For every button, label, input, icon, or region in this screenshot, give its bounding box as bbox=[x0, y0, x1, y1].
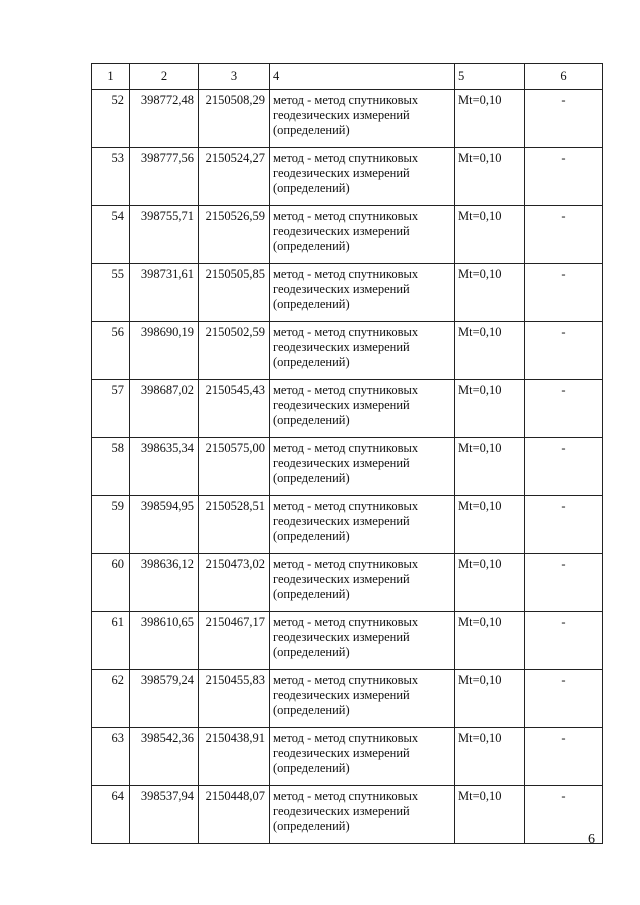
method-cell: метод - метод спутниковых геодезических измерений (определений) bbox=[270, 438, 455, 496]
x-coordinate-cell: 398690,19 bbox=[130, 322, 199, 380]
x-coordinate-cell: 398772,48 bbox=[130, 90, 199, 148]
x-coordinate-cell: 398537,94 bbox=[130, 786, 199, 844]
table-row bbox=[92, 496, 603, 554]
accuracy-cell: Mt=0,10 bbox=[455, 438, 525, 496]
y-coordinate-cell: 2150545,43 bbox=[199, 380, 270, 438]
y-coordinate-cell: 2150473,02 bbox=[199, 554, 270, 612]
coordinates-table bbox=[91, 63, 603, 844]
accuracy-cell: Mt=0,10 bbox=[455, 322, 525, 380]
accuracy-cell: Mt=0,10 bbox=[455, 786, 525, 844]
method-cell: метод - метод спутниковых геодезических измерений (определений) bbox=[270, 148, 455, 206]
method-cell: метод - метод спутниковых геодезических измерений (определений) bbox=[270, 786, 455, 844]
accuracy-cell: Mt=0,10 bbox=[455, 728, 525, 786]
accuracy-cell: Mt=0,10 bbox=[455, 380, 525, 438]
note-cell: - bbox=[525, 670, 603, 728]
header-cell-6: 6 bbox=[525, 64, 603, 90]
x-coordinate-cell: 398636,12 bbox=[130, 554, 199, 612]
y-coordinate-cell: 2150467,17 bbox=[199, 612, 270, 670]
accuracy-cell: Mt=0,10 bbox=[455, 670, 525, 728]
y-coordinate-cell: 2150502,59 bbox=[199, 322, 270, 380]
accuracy-cell: Mt=0,10 bbox=[455, 90, 525, 148]
table-row bbox=[92, 90, 603, 148]
note-cell: - bbox=[525, 322, 603, 380]
x-coordinate-cell: 398731,61 bbox=[130, 264, 199, 322]
point-number-cell: 62 bbox=[92, 670, 130, 728]
y-coordinate-cell: 2150455,83 bbox=[199, 670, 270, 728]
note-cell: - bbox=[525, 380, 603, 438]
point-number-cell: 61 bbox=[92, 612, 130, 670]
table-row bbox=[92, 380, 603, 438]
y-coordinate-cell: 2150448,07 bbox=[199, 786, 270, 844]
accuracy-cell: Mt=0,10 bbox=[455, 554, 525, 612]
accuracy-cell: Mt=0,10 bbox=[455, 612, 525, 670]
y-coordinate-cell: 2150508,29 bbox=[199, 90, 270, 148]
page-number: 6 bbox=[588, 832, 595, 847]
header-cell-3: 3 bbox=[199, 64, 270, 90]
y-coordinate-cell: 2150528,51 bbox=[199, 496, 270, 554]
y-coordinate-cell: 2150526,59 bbox=[199, 206, 270, 264]
y-coordinate-cell: 2150524,27 bbox=[199, 148, 270, 206]
note-cell: - bbox=[525, 438, 603, 496]
note-cell: - bbox=[525, 786, 603, 844]
header-cell-5: 5 bbox=[455, 64, 525, 90]
method-cell: метод - метод спутниковых геодезических измерений (определений) bbox=[270, 670, 455, 728]
method-cell: метод - метод спутниковых геодезических измерений (определений) bbox=[270, 554, 455, 612]
point-number-cell: 60 bbox=[92, 554, 130, 612]
y-coordinate-cell: 2150575,00 bbox=[199, 438, 270, 496]
x-coordinate-cell: 398755,71 bbox=[130, 206, 199, 264]
note-cell: - bbox=[525, 496, 603, 554]
table-row bbox=[92, 786, 603, 844]
table-row bbox=[92, 148, 603, 206]
table-row bbox=[92, 612, 603, 670]
note-cell: - bbox=[525, 554, 603, 612]
table-row bbox=[92, 554, 603, 612]
note-cell: - bbox=[525, 728, 603, 786]
note-cell: - bbox=[525, 148, 603, 206]
table-row bbox=[92, 670, 603, 728]
method-cell: метод - метод спутниковых геодезических измерений (определений) bbox=[270, 264, 455, 322]
y-coordinate-cell: 2150438,91 bbox=[199, 728, 270, 786]
method-cell: метод - метод спутниковых геодезических измерений (определений) bbox=[270, 380, 455, 438]
accuracy-cell: Mt=0,10 bbox=[455, 148, 525, 206]
point-number-cell: 55 bbox=[92, 264, 130, 322]
table-body bbox=[92, 64, 603, 844]
table-row bbox=[92, 728, 603, 786]
note-cell: - bbox=[525, 206, 603, 264]
x-coordinate-cell: 398579,24 bbox=[130, 670, 199, 728]
x-coordinate-cell: 398777,56 bbox=[130, 148, 199, 206]
point-number-cell: 57 bbox=[92, 380, 130, 438]
table-row bbox=[92, 206, 603, 264]
x-coordinate-cell: 398687,02 bbox=[130, 380, 199, 438]
table-row bbox=[92, 438, 603, 496]
accuracy-cell: Mt=0,10 bbox=[455, 264, 525, 322]
note-cell: - bbox=[525, 90, 603, 148]
method-cell: метод - метод спутниковых геодезических измерений (определений) bbox=[270, 206, 455, 264]
table-row bbox=[92, 322, 603, 380]
table-row bbox=[92, 264, 603, 322]
method-cell: метод - метод спутниковых геодезических измерений (определений) bbox=[270, 496, 455, 554]
y-coordinate-cell: 2150505,85 bbox=[199, 264, 270, 322]
method-cell: метод - метод спутниковых геодезических измерений (определений) bbox=[270, 612, 455, 670]
header-cell-2: 2 bbox=[130, 64, 199, 90]
method-cell: метод - метод спутниковых геодезических измерений (определений) bbox=[270, 90, 455, 148]
point-number-cell: 53 bbox=[92, 148, 130, 206]
x-coordinate-cell: 398594,95 bbox=[130, 496, 199, 554]
header-cell-1: 1 bbox=[92, 64, 130, 90]
point-number-cell: 52 bbox=[92, 90, 130, 148]
method-cell: метод - метод спутниковых геодезических измерений (определений) bbox=[270, 728, 455, 786]
note-cell: - bbox=[525, 264, 603, 322]
accuracy-cell: Mt=0,10 bbox=[455, 206, 525, 264]
point-number-cell: 63 bbox=[92, 728, 130, 786]
point-number-cell: 59 bbox=[92, 496, 130, 554]
note-cell: - bbox=[525, 612, 603, 670]
point-number-cell: 64 bbox=[92, 786, 130, 844]
point-number-cell: 54 bbox=[92, 206, 130, 264]
accuracy-cell: Mt=0,10 bbox=[455, 496, 525, 554]
table-header-row bbox=[92, 64, 603, 90]
header-cell-4: 4 bbox=[270, 64, 455, 90]
point-number-cell: 58 bbox=[92, 438, 130, 496]
x-coordinate-cell: 398542,36 bbox=[130, 728, 199, 786]
method-cell: метод - метод спутниковых геодезических измерений (определений) bbox=[270, 322, 455, 380]
x-coordinate-cell: 398610,65 bbox=[130, 612, 199, 670]
point-number-cell: 56 bbox=[92, 322, 130, 380]
x-coordinate-cell: 398635,34 bbox=[130, 438, 199, 496]
